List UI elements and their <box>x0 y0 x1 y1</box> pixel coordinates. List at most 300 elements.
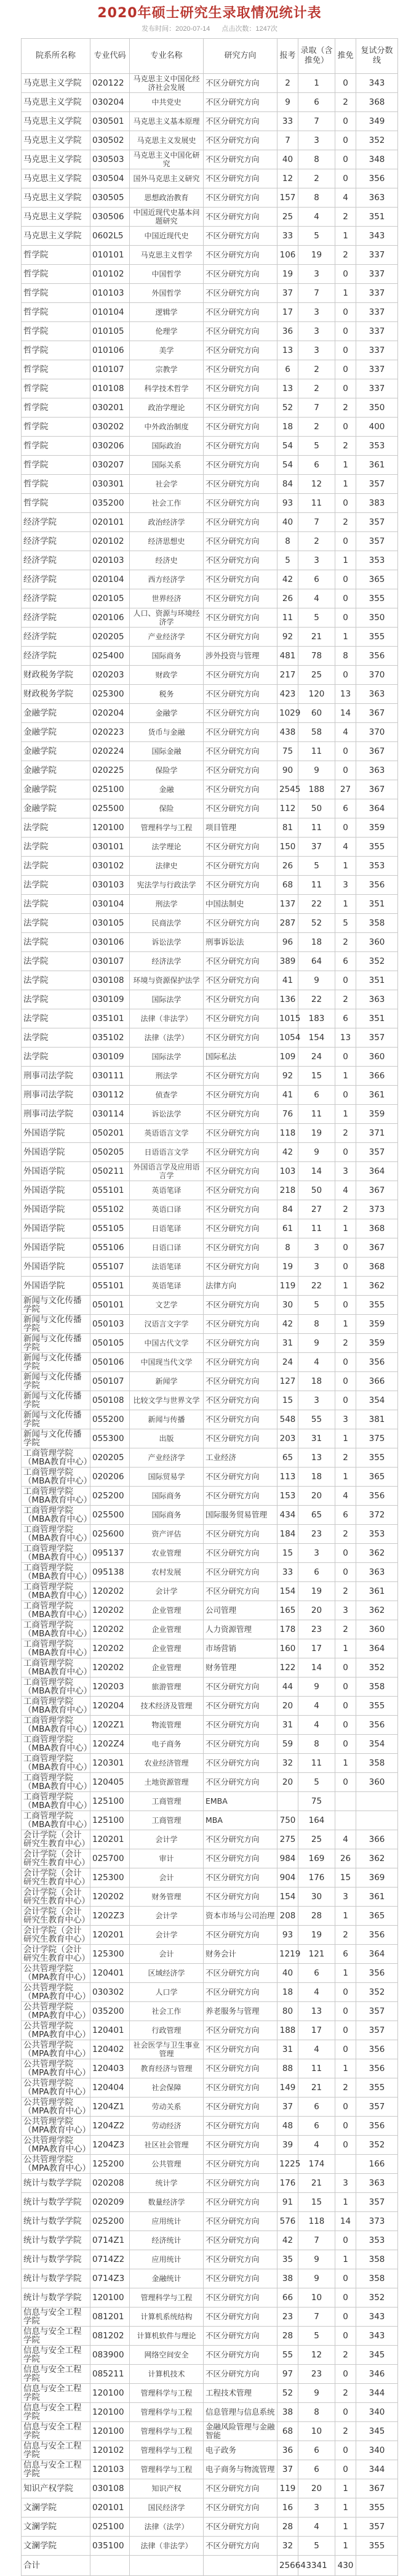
cell-admitted: 13 <box>298 2002 335 2021</box>
cell-direction: 不区分研究方向 <box>204 227 277 246</box>
cell-recommended: 0 <box>335 2021 356 2040</box>
cell-code: 055106 <box>90 1238 130 1258</box>
cell-admitted: 6 <box>298 1563 335 1582</box>
cell-code: 050205 <box>90 1143 130 1162</box>
cell-code: 1204Z3 <box>90 2136 130 2155</box>
cell-major: 侦查学 <box>130 1086 204 1105</box>
table-row <box>22 933 398 952</box>
cell-major: 社会工作 <box>130 494 204 513</box>
cell-direction: 不区分研究方向 <box>204 1983 277 2002</box>
cell-recommended: 0 <box>335 532 356 551</box>
table-row <box>22 971 398 990</box>
cell-major: 农业管理 <box>130 1544 204 1563</box>
cell-admitted: 2 <box>298 379 335 398</box>
cell-dept: 公共管理学院（MPA教育中心） <box>22 1983 90 2002</box>
cell-code: 120201 <box>90 1830 130 1849</box>
cell-code: 010105 <box>90 322 130 341</box>
cell-applied: 24 <box>277 1353 298 1372</box>
table-row <box>22 2422 398 2441</box>
cell-code: 020209 <box>90 2193 130 2212</box>
cell-major: 中国哲学 <box>130 265 204 284</box>
header-admitted: 录取（含推免） <box>298 39 335 74</box>
cell-cutoff: 357 <box>356 2517 398 2537</box>
cell-applied: 33 <box>277 1563 298 1582</box>
cell-admitted: 3 <box>298 1238 335 1258</box>
cell-admitted: 9 <box>298 1334 335 1353</box>
cell-dept: 法学院 <box>22 1028 90 1048</box>
table-row <box>22 150 398 169</box>
cell-code: 050211 <box>90 1162 130 1181</box>
cell-direction: 不区分研究方向 <box>204 2288 277 2307</box>
cell-recommended: 3 <box>335 1601 356 1620</box>
cell-applied: 122 <box>277 1658 298 1678</box>
cell-dept: 信息与安全工程学院 <box>22 2365 90 2384</box>
cell-direction: 不区分研究方向 <box>204 437 277 456</box>
cell-applied: 165 <box>277 1601 298 1620</box>
table-row <box>22 1258 398 1277</box>
cell-cutoff: 358 <box>356 914 398 933</box>
table-row <box>22 1830 398 1849</box>
cell-direction: 不区分研究方向 <box>204 169 277 188</box>
cell-recommended: 1 <box>335 1315 356 1334</box>
cell-admitted: 50 <box>298 1181 335 1200</box>
cell-dept: 会计学院（会计研究生教育中心） <box>22 1868 90 1888</box>
cell-code: 030108 <box>90 971 130 990</box>
cell-major: 计算机软件与理论 <box>130 2327 204 2346</box>
cell-code: 010104 <box>90 303 130 322</box>
cell-admitted: 18 <box>298 933 335 952</box>
cell-major: 保险学 <box>130 761 204 780</box>
cell-recommended: 0 <box>335 1048 356 1067</box>
cell-dept: 工商管理学院（MBA教育中心） <box>22 1811 90 1830</box>
cell-applied: 15 <box>277 1391 298 1410</box>
cell-major: 中国古代文学 <box>130 1334 204 1353</box>
cell-admitted: 4 <box>298 1353 335 1372</box>
cell-cutoff: 337 <box>356 341 398 360</box>
cell-admitted: 7 <box>298 2307 335 2327</box>
cell-admitted: 3 <box>298 265 335 284</box>
cell-dept: 信息与安全工程学院 <box>22 2346 90 2365</box>
cell-dept: 金融学院 <box>22 723 90 742</box>
table-row <box>22 1983 398 2002</box>
table-row <box>22 551 398 570</box>
cell-applied: 1015 <box>277 1009 298 1028</box>
cell-direction: 不区分研究方向 <box>204 1773 277 1792</box>
cell-direction: 不区分研究方向 <box>204 1487 277 1506</box>
cell-major: 新闻学 <box>130 1372 204 1391</box>
cell-admitted: 31 <box>298 1429 335 1448</box>
cell-dept: 新闻与文化传播学院 <box>22 1353 90 1372</box>
table-row <box>22 1238 398 1258</box>
cell-direction: 不区分研究方向 <box>204 112 277 131</box>
cell-admitted: 7 <box>298 112 335 131</box>
cell-major: 产业经济学 <box>130 1448 204 1468</box>
table-row <box>22 418 398 437</box>
cell-code: 055101 <box>90 1277 130 1296</box>
cell-cutoff: 344 <box>356 2384 398 2403</box>
cell-applied: 91 <box>277 2193 298 2212</box>
cell-cutoff: 358 <box>356 2269 398 2288</box>
cell-cutoff: 356 <box>356 2117 398 2136</box>
cell-cutoff: 355 <box>356 628 398 647</box>
cell-cutoff: 358 <box>356 2250 398 2269</box>
cell-applied: 52 <box>277 398 298 418</box>
table-row <box>22 2498 398 2517</box>
table-row <box>22 1716 398 1735</box>
cell-cutoff: 356 <box>356 1487 398 1506</box>
table-row <box>22 589 398 608</box>
table-row <box>22 2193 398 2212</box>
table-row <box>22 246 398 265</box>
cell-dept: 工商管理学院（MBA教育中心） <box>22 1735 90 1754</box>
cell-cutoff: 352 <box>356 952 398 971</box>
cell-direction: 不区分研究方向 <box>204 341 277 360</box>
table-row <box>22 1792 398 1811</box>
cell-dept: 工商管理学院（MBA教育中心） <box>22 1601 90 1620</box>
cell-cutoff: 359 <box>356 1315 398 1334</box>
cell-major: 国民经济学 <box>130 2498 204 2517</box>
cell-recommended: 4 <box>335 1830 356 1849</box>
cell-dept: 统计与数学学院 <box>22 2269 90 2288</box>
cell-direction: 不区分研究方向 <box>204 704 277 723</box>
cell-applied: 54 <box>277 456 298 475</box>
cell-applied: 13 <box>277 379 298 398</box>
cell-direction: 不区分研究方向 <box>204 1009 277 1028</box>
cell-recommended: 1 <box>335 1639 356 1658</box>
cell-dept: 会计学院（会计研究生教育中心） <box>22 1888 90 1907</box>
cell-admitted: 11 <box>298 2059 335 2078</box>
cell-code: 0714Z1 <box>90 2231 130 2250</box>
cell-applied: 904 <box>277 1868 298 1888</box>
cell-major: 马克思主义中国化研究 <box>130 150 204 169</box>
cell-dept: 公共管理学院（MPA教育中心） <box>22 2040 90 2059</box>
cell-code: 020224 <box>90 742 130 761</box>
cell-recommended: 2 <box>335 2422 356 2441</box>
cell-code: 050201 <box>90 1124 130 1143</box>
cell-dept: 哲学院 <box>22 494 90 513</box>
cell-code: 030504 <box>90 169 130 188</box>
cell-admitted: 20 <box>298 1601 335 1620</box>
cell-applied: 32 <box>277 2537 298 2556</box>
table-row <box>22 2040 398 2059</box>
cell-admitted: 9 <box>298 761 335 780</box>
cell-code: 125100 <box>90 1811 130 1830</box>
cell-admitted: 6 <box>298 1964 335 1983</box>
cell-code: 030501 <box>90 112 130 131</box>
cell-direction: 不区分研究方向 <box>204 1315 277 1334</box>
cell-recommended: 2 <box>335 398 356 418</box>
table-row <box>22 2174 398 2193</box>
cell-direction: 不区分研究方向 <box>204 685 277 704</box>
cell-recommended: 1 <box>335 1964 356 1983</box>
cell-applied: 157 <box>277 188 298 208</box>
cell-code: 125300 <box>90 1945 130 1964</box>
cell-recommended: 0 <box>335 2269 356 2288</box>
table-row <box>22 1506 398 1525</box>
cell-admitted: 4 <box>298 2136 335 2155</box>
cell-major: 国际法学 <box>130 990 204 1009</box>
cell-code: 020205 <box>90 628 130 647</box>
cell-code: 030102 <box>90 857 130 876</box>
table-row <box>22 188 398 208</box>
table-row <box>22 2288 398 2307</box>
cell-recommended: 0 <box>335 169 356 188</box>
cell-direction: 不区分研究方向 <box>204 742 277 761</box>
cell-code: 020101 <box>90 2498 130 2517</box>
cell-applied: 41 <box>277 1086 298 1105</box>
cell-applied: 80 <box>277 2002 298 2021</box>
cell-applied: 178 <box>277 1620 298 1639</box>
cell-code: 020102 <box>90 532 130 551</box>
cell-code: 010106 <box>90 341 130 360</box>
cell-code: 120202 <box>90 1888 130 1907</box>
cell-major: 行政管理 <box>130 2021 204 2040</box>
table-row <box>22 1868 398 1888</box>
table-row <box>22 2021 398 2040</box>
cell-code: 120403 <box>90 2059 130 2078</box>
cell-dept: 公共管理学院（MPA教育中心） <box>22 1964 90 1983</box>
cell-direction: 不区分研究方向 <box>204 2269 277 2288</box>
cell-cutoff: 358 <box>356 1754 398 1773</box>
cell-dept: 财政税务学院 <box>22 685 90 704</box>
cell-major: 法律（非法学） <box>130 1009 204 1028</box>
cell-major: 数量经济学 <box>130 2193 204 2212</box>
cell-major: 民商法学 <box>130 914 204 933</box>
cell-dept: 马克思主义学院 <box>22 150 90 169</box>
cell-cutoff: 351 <box>356 1009 398 1028</box>
cell-dept: 财政税务学院 <box>22 666 90 685</box>
cell-admitted: 8 <box>298 2403 335 2422</box>
cell-applied: 154 <box>277 1888 298 1907</box>
table-row <box>22 1448 398 1468</box>
cell-dept: 会计学院（会计研究生教育中心） <box>22 1907 90 1926</box>
page-title: 2020年硕士研究生录取情况统计表 <box>97 6 322 21</box>
cell-major: 电子商务 <box>130 1735 204 1754</box>
cell-applied: 36 <box>277 2441 298 2460</box>
cell-major: 国际法学 <box>130 1048 204 1067</box>
cell-direction: 不区分研究方向 <box>204 1716 277 1735</box>
cell-cutoff: 353 <box>356 857 398 876</box>
cell-dept: 外国语学院 <box>22 1162 90 1181</box>
cell-recommended: 0 <box>335 1983 356 2002</box>
cell-direction: 不区分研究方向 <box>204 2059 277 2078</box>
cell-admitted: 3 <box>298 2498 335 2517</box>
cell-direction: 金融风险管理与金融智能 <box>204 2422 277 2441</box>
cell-direction: 不区分研究方向 <box>204 379 277 398</box>
cell-major: 经济法学 <box>130 952 204 971</box>
cell-cutoff: 356 <box>356 169 398 188</box>
cell-applied: 438 <box>277 723 298 742</box>
cell-major: 社会学 <box>130 475 204 494</box>
cell-code: 125100 <box>90 1792 130 1811</box>
table-row <box>22 818 398 838</box>
cell-recommended: 0 <box>335 742 356 761</box>
cell-dept: 统计与数学学院 <box>22 2250 90 2269</box>
cell-applied: 84 <box>277 475 298 494</box>
cell-applied: 136 <box>277 990 298 1009</box>
cell-major: 中国现当代文学 <box>130 1353 204 1372</box>
cell-code: 030503 <box>90 150 130 169</box>
cell-code: 050108 <box>90 1391 130 1410</box>
cell-dept: 哲学院 <box>22 322 90 341</box>
cell-cutoff: 357 <box>356 513 398 532</box>
table-footer <box>22 2556 398 2576</box>
cell-dept: 马克思主义学院 <box>22 112 90 131</box>
cell-recommended: 14 <box>335 704 356 723</box>
cell-cutoff: 358 <box>356 1678 398 1697</box>
table-row <box>22 704 398 723</box>
cell-code: 030104 <box>90 895 130 914</box>
cell-dept: 经济学院 <box>22 570 90 589</box>
cell-direction: 不区分研究方向 <box>204 93 277 112</box>
cell-major: 英语语言文学 <box>130 1124 204 1143</box>
click-count: 点击次数：1247次 <box>221 25 277 33</box>
cell-major: 宗教学 <box>130 360 204 379</box>
table-row <box>22 2327 398 2346</box>
cell-applied: 81 <box>277 818 298 838</box>
table-row <box>22 93 398 112</box>
cell-dept: 工商管理学院（MBA教育中心） <box>22 1620 90 1639</box>
cell-code: 025100 <box>90 780 130 799</box>
cell-code: 120405 <box>90 1773 130 1792</box>
cell-direction: 养老服务与管理 <box>204 2002 277 2021</box>
cell-major: 美学 <box>130 341 204 360</box>
cell-cutoff: 356 <box>356 1353 398 1372</box>
cell-cutoff: 360 <box>356 1773 398 1792</box>
cell-major: 英语笔译 <box>130 1277 204 1296</box>
cell-admitted: 23 <box>298 2365 335 2384</box>
cell-admitted: 25 <box>298 666 335 685</box>
cell-recommended: 0 <box>335 1391 356 1410</box>
cell-admitted: 20 <box>298 1487 335 1506</box>
cell-applied: 217 <box>277 666 298 685</box>
cell-major: 农业经济管理 <box>130 1754 204 1773</box>
table-row <box>22 1048 398 1067</box>
cell-major: 会计学 <box>130 1830 204 1849</box>
cell-code: 030114 <box>90 1105 130 1124</box>
cell-applied: 149 <box>277 2078 298 2098</box>
cell-cutoff: 367 <box>356 1181 398 1200</box>
admission-stats-table <box>21 38 398 2576</box>
cell-recommended: 0 <box>335 818 356 838</box>
cell-recommended: 0 <box>335 1296 356 1315</box>
cell-dept: 公共管理学院（MPA教育中心） <box>22 2059 90 2078</box>
cell-recommended: 1 <box>335 2498 356 2517</box>
cell-code: 120201 <box>90 1926 130 1945</box>
cell-code: 050107 <box>90 1372 130 1391</box>
table-row <box>22 723 398 742</box>
cell-dept: 法学院 <box>22 990 90 1009</box>
cell-dept: 信息与安全工程学院 <box>22 2460 90 2479</box>
publish-date: 发布时间：2020-07-14 <box>142 25 210 33</box>
cell-dept: 工商管理学院（MBA教育中心） <box>22 1468 90 1487</box>
cell-dept: 信息与安全工程学院 <box>22 2384 90 2403</box>
header-cutoff: 复试分数线 <box>356 39 398 74</box>
cell-major: 教育经济与管理 <box>130 2059 204 2078</box>
cell-dept: 信息与安全工程学院 <box>22 2441 90 2460</box>
cell-applied: 154 <box>277 1582 298 1601</box>
cell-major: 会计 <box>130 1945 204 1964</box>
cell-cutoff: 353 <box>356 437 398 456</box>
cell-dept: 信息与安全工程学院 <box>22 2403 90 2422</box>
cell-dept: 经济学院 <box>22 551 90 570</box>
cell-cutoff: 366 <box>356 1372 398 1391</box>
cell-major: 国际金融 <box>130 742 204 761</box>
cell-code: 055105 <box>90 1219 130 1238</box>
article-meta <box>0 23 419 33</box>
cell-direction: 不区分研究方向 <box>204 2193 277 2212</box>
cell-admitted: 25 <box>298 1830 335 1849</box>
cell-applied: 26 <box>277 857 298 876</box>
cell-code: 030109 <box>90 990 130 1009</box>
cell-cutoff: 351 <box>356 208 398 227</box>
cell-major: 技术经济及管理 <box>130 1697 204 1716</box>
cell-admitted: 9 <box>298 1143 335 1162</box>
cell-recommended: 1 <box>335 2517 356 2537</box>
cell-admitted: 14 <box>298 1658 335 1678</box>
cell-admitted: 7 <box>298 398 335 418</box>
cell-dept: 文澜学院 <box>22 2537 90 2556</box>
cell-cutoff: 381 <box>356 1410 398 1429</box>
cell-admitted: 8 <box>298 1735 335 1754</box>
cell-major: 会计学 <box>130 1582 204 1601</box>
cell-code: 020203 <box>90 666 130 685</box>
cell-dept: 知识产权学院 <box>22 2479 90 2498</box>
cell-admitted: 5 <box>298 227 335 246</box>
table-row <box>22 513 398 532</box>
table-row <box>22 780 398 799</box>
cell-admitted: 18 <box>298 1468 335 1487</box>
cell-dept: 外国语学院 <box>22 1124 90 1143</box>
cell-admitted: 75 <box>298 1792 335 1811</box>
cell-recommended: 8 <box>335 647 356 666</box>
cell-dept: 金融学院 <box>22 761 90 780</box>
cell-cutoff: 359 <box>356 1105 398 1124</box>
cell-applied: 61 <box>277 1219 298 1238</box>
cell-admitted: 27 <box>298 1200 335 1219</box>
cell-direction: 不区分研究方向 <box>204 1238 277 1258</box>
cell-direction: 不区分研究方向 <box>204 1334 277 1353</box>
cell-admitted: 8 <box>298 188 335 208</box>
cell-recommended: 0 <box>335 150 356 169</box>
table-row <box>22 1410 398 1429</box>
table-row <box>22 1296 398 1315</box>
cell-code: 025300 <box>90 685 130 704</box>
cell-major: 农村发展 <box>130 1563 204 1582</box>
cell-major: 诉讼法学 <box>130 1105 204 1124</box>
cell-major: 刑法学 <box>130 1067 204 1086</box>
cell-direction: 国际私法 <box>204 1048 277 1067</box>
cell-major: 经济思想史 <box>130 532 204 551</box>
cell-cutoff: 361 <box>356 1888 398 1907</box>
cell-cutoff: 365 <box>356 1468 398 1487</box>
cell-recommended: 2 <box>335 1620 356 1639</box>
cell-applied: 28 <box>277 2327 298 2346</box>
cell-admitted: 17 <box>298 2021 335 2040</box>
cell-applied: 389 <box>277 952 298 971</box>
cell-direction: 不区分研究方向 <box>204 952 277 971</box>
cell-applied: 40 <box>277 513 298 532</box>
table-row <box>22 1639 398 1658</box>
cell-direction: 不区分研究方向 <box>204 1067 277 1086</box>
cell-cutoff: 343 <box>356 74 398 93</box>
cell-recommended: 2 <box>335 208 356 227</box>
cell-recommended: 0 <box>335 1238 356 1258</box>
table-row <box>22 1105 398 1124</box>
cell-major: 国际贸易学 <box>130 1468 204 1487</box>
cell-recommended: 2 <box>335 513 356 532</box>
cell-applied: 113 <box>277 1468 298 1487</box>
